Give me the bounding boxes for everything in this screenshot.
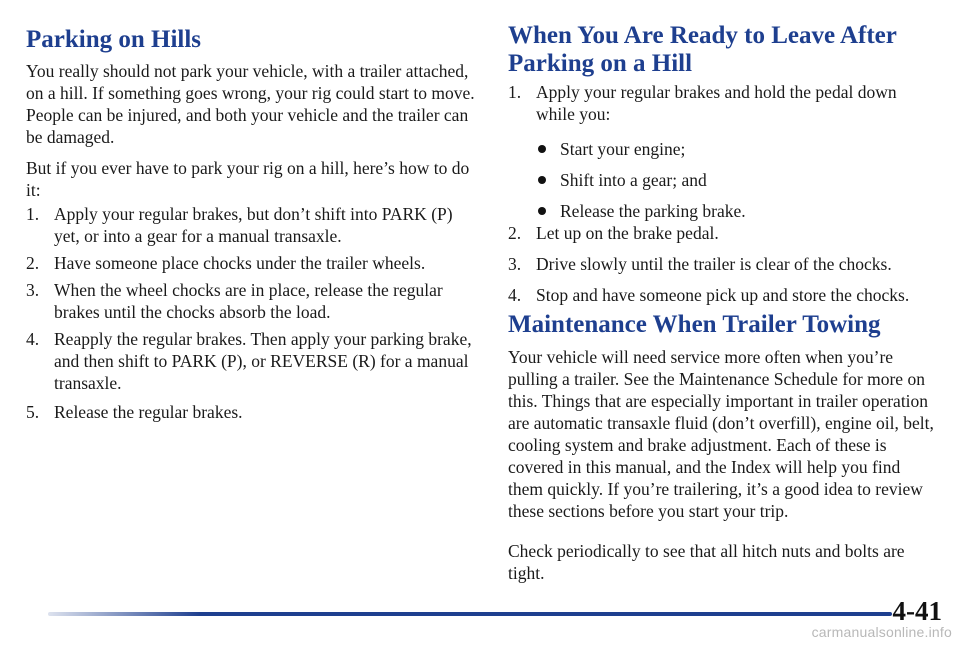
maintenance-paragraph: Your vehicle will need service more often when you’re pulling a trailer. See the Maintenance Schedule for more on this. Things that are especially important in trailer operation are automatic transaxle fluid (don’t overfill), engine oil, belt, cooling system and brake adjustment. Each of these is covered in this manual, and the Index will help you find them quickly. If you’re trailering, it’s a good idea to review these sections before you start your trip. bbox=[508, 347, 934, 521]
list-item bbox=[26, 279, 478, 323]
list-item bbox=[508, 284, 938, 306]
list-item bbox=[26, 401, 478, 423]
intro-paragraph-2: But if you ever have to park your rig on a hill, here’s how to do it: bbox=[26, 158, 470, 200]
step-text: When the wheel chocks are in place, release the regular brakes until the chocks absorb the load. bbox=[54, 280, 443, 322]
step-text: Apply your regular brakes, but don’t shift into PARK (P) yet, or into a gear for a manual transaxle. bbox=[54, 204, 453, 246]
step-text: Release the regular brakes. bbox=[54, 402, 243, 422]
section-heading-ready-to-leave: When You Are Ready to Leave After Parking on a Hill bbox=[508, 22, 897, 77]
step-text: Have someone place chocks under the trailer wheels. bbox=[54, 253, 426, 273]
list-item bbox=[508, 253, 938, 275]
step-number: 4. bbox=[508, 285, 522, 305]
bullet-text: Release the parking brake. bbox=[560, 201, 746, 221]
list-item bbox=[508, 138, 938, 160]
list-item bbox=[508, 200, 938, 222]
step-text: Let up on the brake pedal. bbox=[536, 223, 719, 243]
step-text: Drive slowly until the trailer is clear of the chocks. bbox=[536, 254, 892, 274]
bullet-icon bbox=[538, 207, 546, 215]
step-number: 4. bbox=[26, 329, 40, 349]
maintenance-paragraph-2: Check periodically to see that all hitch nuts and bolts are tight. bbox=[508, 541, 905, 583]
step-number: 1. bbox=[508, 82, 522, 102]
footer-rule bbox=[48, 612, 892, 616]
list-item bbox=[26, 328, 478, 394]
step-number: 2. bbox=[26, 253, 40, 273]
step-text: Apply your regular brakes and hold the pedal down while you: bbox=[536, 82, 897, 124]
step-number: 1. bbox=[26, 204, 40, 224]
leave-steps-list-start bbox=[508, 81, 938, 125]
list-item bbox=[508, 169, 938, 191]
list-item bbox=[26, 203, 478, 247]
leave-bullets-list bbox=[508, 138, 938, 222]
section-heading-parking-on-hills: Parking on Hills bbox=[26, 26, 202, 53]
section-heading-maintenance: Maintenance When Trailer Towing bbox=[508, 311, 881, 338]
step-number: 3. bbox=[508, 254, 522, 274]
page-number: 4-41 bbox=[892, 596, 942, 626]
bullet-text: Start your engine; bbox=[560, 139, 686, 159]
intro-paragraph: You really should not park your vehicle, with a trailer attached, on a hill. If something goes wrong, your rig could start to move. People can be injured, and both your vehicle and the trailer can be damaged. bbox=[26, 61, 475, 147]
list-item bbox=[26, 252, 478, 274]
step-number: 2. bbox=[508, 223, 522, 243]
watermark: carmanualsonline.info bbox=[811, 624, 952, 640]
list-item bbox=[508, 81, 938, 125]
step-text: Stop and have someone pick up and store the chocks. bbox=[536, 285, 910, 305]
parking-steps-list bbox=[26, 203, 478, 423]
step-number: 3. bbox=[26, 280, 40, 300]
step-number: 5. bbox=[26, 402, 40, 422]
bullet-icon bbox=[538, 145, 546, 153]
bullet-text: Shift into a gear; and bbox=[560, 170, 707, 190]
leave-steps-list-rest bbox=[508, 222, 938, 306]
step-text: Reapply the regular brakes. Then apply your parking brake, and then shift to PARK (P), or REVERSE (R) for a manual transaxle. bbox=[54, 329, 472, 393]
list-item bbox=[508, 222, 938, 244]
bullet-icon bbox=[538, 176, 546, 184]
